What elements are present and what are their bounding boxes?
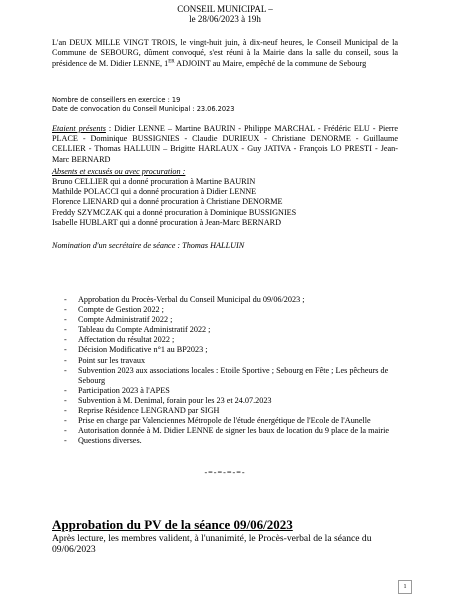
councillors-count: Nombre de conseillers en exercice : 19 (52, 96, 181, 104)
absents-title: Absents et excusés ou avec procuration : (52, 167, 186, 176)
page-number: 1 (398, 580, 412, 594)
agenda-item: - Compte de Gestion 2022 ; (64, 305, 404, 315)
agenda-item: - Participation 2023 à l'APES (64, 386, 404, 396)
intro-paragraph (52, 38, 398, 69)
agenda-item: - Tableau du Compte Administratif 2022 ; (64, 325, 404, 335)
proxy-item: Freddy SZYMCZAK qui a donné procuration à Dominique BUSSIGNIES (52, 207, 297, 217)
agenda-item: - Subvention à M. Denimal, forain pour les 23 et 24.07.2023 (64, 396, 404, 406)
section-title: Approbation du PV de la séance 09/06/2023 (52, 517, 293, 532)
intro-text: L'an DEUX MILLE VINGT TROIS, le vingt-huit juin, à dix-neuf heures, le Conseil Municipal de la Commune de SEBOURG, dûment convoqué, s'est réuni à la Mairie dans la salle du conseil, sous la présidence de M. Didier LENNE, 1 (52, 38, 398, 68)
present-members (52, 124, 398, 165)
agenda-item: - Questions diverses. (64, 436, 404, 446)
intro-text-end: ADJOINT au Maire, empêché de la commune de Sebourg (174, 58, 367, 68)
section-separator: -=-=-=-=- (204, 468, 246, 477)
agenda-list (64, 295, 404, 446)
agenda-item: - Point sur les travaux (64, 356, 404, 366)
secretary-nomination: Nomination d'un secrétaire de séance : Thomas HALLUIN (52, 241, 245, 250)
proxy-item: Isabelle HUBLART qui a donné procuration à Jean-Marc BERNARD (52, 217, 282, 227)
intro-superscript: ER (168, 59, 175, 65)
present-label: Etaient présents (52, 124, 106, 133)
agenda-item: - Prise en charge par Valenciennes Métropole de l'étude énergétique de l'Ecole de l'Aunelle (64, 416, 404, 426)
proxy-item: Florence LIENARD qui a donné procuration à Christiane DENORME (52, 197, 283, 207)
agenda-item: - Décision Modificative n°1 au BP2023 ; (64, 345, 404, 355)
agenda-item: - Affectation du résultat 2022 ; (64, 335, 404, 345)
present-list: : Didier LENNE – Martine BAURIN - Philippe MARCHAL - Frédéric ELU - Pierre PLACE - Dominique BUSSIGNIES - Claudie DURIEUX - Christiane DENORME - Guillaume CELLIER - Thomas HALLUIN – Brigitte HARLAUX - Guy JATIVA - François LO PRESTI - Jean-Marc BERNARD (52, 124, 398, 164)
meeting-date: le 28/06/2023 à 19h (189, 14, 261, 24)
agenda-item: - Subvention 2023 aux associations locales : Etoile Sportive ; Sebourg en Fête ; Les pêcheurs de Sebourg (64, 366, 404, 386)
proxy-list (52, 177, 296, 228)
agenda-item: - Reprise Résidence LENGRAND par SIGH (64, 406, 404, 416)
convocation-date: Date de convocation du Conseil Municipal : 23.06.2023 (52, 105, 235, 113)
council-title: CONSEIL MUNICIPAL – (177, 4, 273, 14)
proxy-item: Bruno CELLIER qui a donné procuration à Martine BAURIN (52, 177, 256, 186)
proxy-item: Mathilde POLACCI qui a donné procuration à Didier LENNE (52, 187, 257, 197)
section-body: Après lecture, les membres valident, à l'unanimité, le Procès-verbal de la séance du 09/06/2023 (52, 533, 372, 555)
agenda-item: - Compte Administratif 2022 ; (64, 315, 404, 325)
agenda-item: - Approbation du Procès-Verbal du Conseil Municipal du 09/06/2023 ; (64, 295, 404, 305)
agenda-item: - Autorisation donnée à M. Didier LENNE de signer les baux de location du 9 place de la mairie (64, 426, 404, 436)
document-header (0, 4, 450, 24)
